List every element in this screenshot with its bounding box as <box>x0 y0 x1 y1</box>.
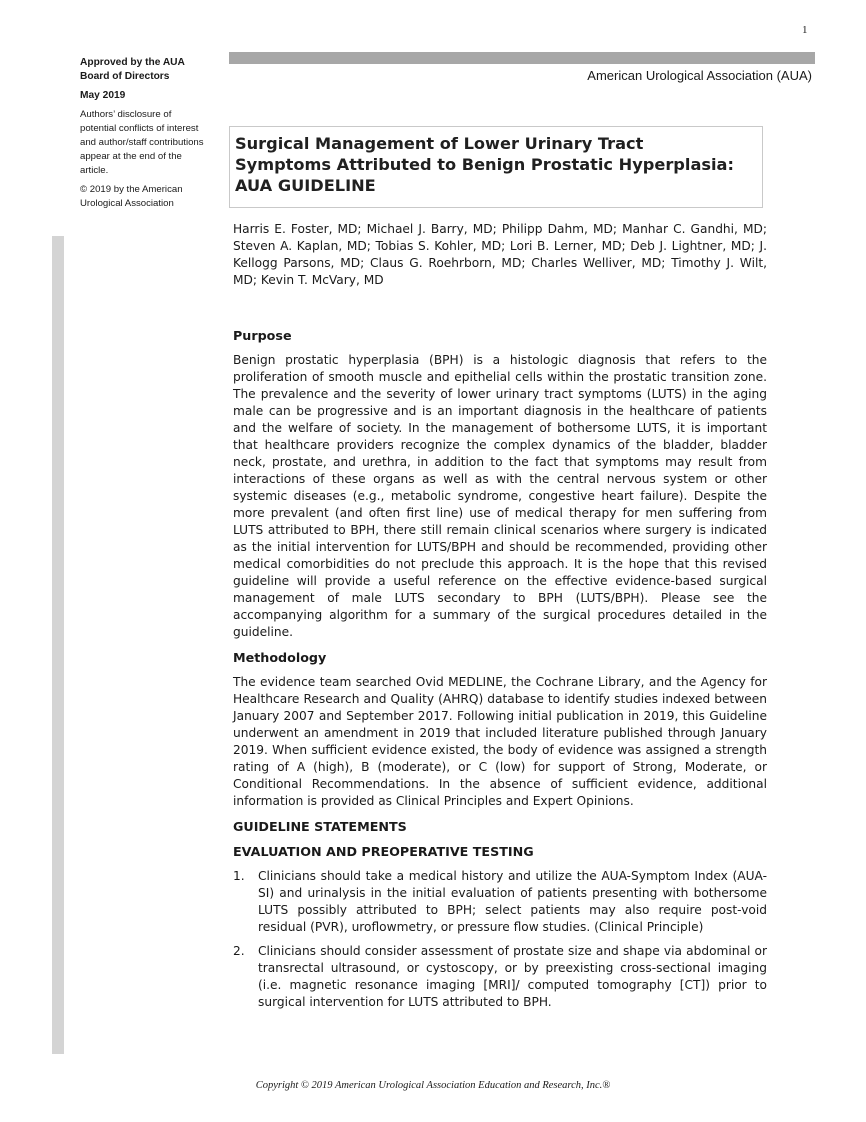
list-item <box>233 943 767 1011</box>
statement-number: 2. <box>233 944 245 958</box>
sidebar-copyright: © 2019 by the American Urological Association <box>80 184 183 209</box>
approval-date: May 2019 <box>80 90 126 101</box>
main-content <box>233 327 767 1018</box>
document-title <box>229 126 763 208</box>
page-number: 1 <box>802 24 808 36</box>
sidebar <box>80 56 206 211</box>
header-bar <box>229 52 815 64</box>
organization-name: American Urological Association (AUA) <box>587 68 812 83</box>
methodology-heading: Methodology <box>233 650 327 665</box>
guideline-statements-heading: GUIDELINE STATEMENTS <box>233 819 407 834</box>
statement-text: Clinicians should take a medical history and utilize the AUA-Symptom Index (AUA-SI) and urinalysis in the initial evaluation of patients presenting with bothersome LUTS possibly attributed to BPH; select patients may also require post-void residual (PVR), uroflowmetry, or pressure flow studies. (Clinical Principle) <box>258 869 767 934</box>
methodology-text: The evidence team searched Ovid MEDLINE, the Cochrane Library, and the Agency for Healthcare Research and Quality (AHRQ) database to identify studies indexed between January 2007 and September 2017. Following initial publication in 2019, this Guideline underwent an amendment in 2019 that included literature published through January 2019. When sufficient evidence existed, the body of evidence was assigned a strength rating of A (high), B (moderate), or C (low) for support of Strong, Moderate, or Conditional Recommendations. In the absence of sufficient evidence, additional information is provided as Clinical Principles and Expert Opinions. <box>233 675 767 808</box>
statement-number: 1. <box>233 869 245 883</box>
approval-note: Approved by the AUA Board of Directors <box>80 57 185 82</box>
sidebar-divider <box>52 236 64 1054</box>
purpose-text: Benign prostatic hyperplasia (BPH) is a histologic diagnosis that refers to the proliferation of smooth muscle and epithelial cells within the prostatic transition zone. The prevalence and the severity of lower urinary tract symptoms (LUTS) in the aging male can be progressive and is an important diagnosis in the healthcare of patients and the welfare of society. In the management of bothersome LUTS, it is important that healthcare providers recognize the complex dynamics of the bladder, bladder neck, prostate, and urethra, in addition to the fact that symptoms may result from interactions of these organs as well as with the central nervous system or other systemic diseases (e.g., metabolic syndrome, congestive heart failure). Despite the more prevalent (and often first line) use of medical therapy for men suffering from LUTS attributed to BPH, there still remain clinical scenarios where surgery is indicated as the initial intervention for LUTS/BPH and should be recommended, providing other medical comorbidities do not preclude this approach. It is the hope that this revised guideline will provide a useful reference on the effective evidence-based surgical management of male LUTS secondary to BPH (LUTS/BPH). Please see the accompanying algorithm for a summary of the surgical procedures detailed in the guideline. <box>233 353 767 639</box>
list-item <box>233 868 767 936</box>
purpose-heading: Purpose <box>233 328 292 343</box>
statement-text: Clinicians should consider assessment of prostate size and shape via abdominal or transrectal ultrasound, or cystoscopy, or by preexisting cross-sectional imaging (i.e. magnetic resonance imaging [MRI]/ computed tomography [CT]) prior to surgical intervention for LUTS attributed to BPH. <box>258 944 767 1009</box>
title-line-2: Symptoms Attributed to Benign Prostatic Hyperplasia: <box>235 155 734 174</box>
footer-copyright: Copyright © 2019 American Urological Association Education and Research, Inc.® <box>255 1080 611 1091</box>
statement-list <box>233 868 767 1011</box>
author-list: Harris E. Foster, MD; Michael J. Barry, MD; Philipp Dahm, MD; Manhar C. Gandhi, MD; Steven A. Kaplan, MD; Tobias S. Kohler, MD; Lori B. Lerner, MD; Deb J. Lightner, MD; J. Kellogg Parsons, MD; Claus G. Roehrborn, MD; Charles Welliver, MD; Timothy J. Wilt, MD; Kevin T. McVary, MD <box>233 222 767 287</box>
evaluation-heading: EVALUATION AND PREOPERATIVE TESTING <box>233 844 534 859</box>
title-line-1: Surgical Management of Lower Urinary Tract <box>235 134 644 153</box>
title-line-3: AUA GUIDELINE <box>235 176 376 195</box>
disclosure-note: Authors’ disclosure of potential conflicts of interest and author/staff contributions appear at the end of the article. <box>80 109 204 176</box>
